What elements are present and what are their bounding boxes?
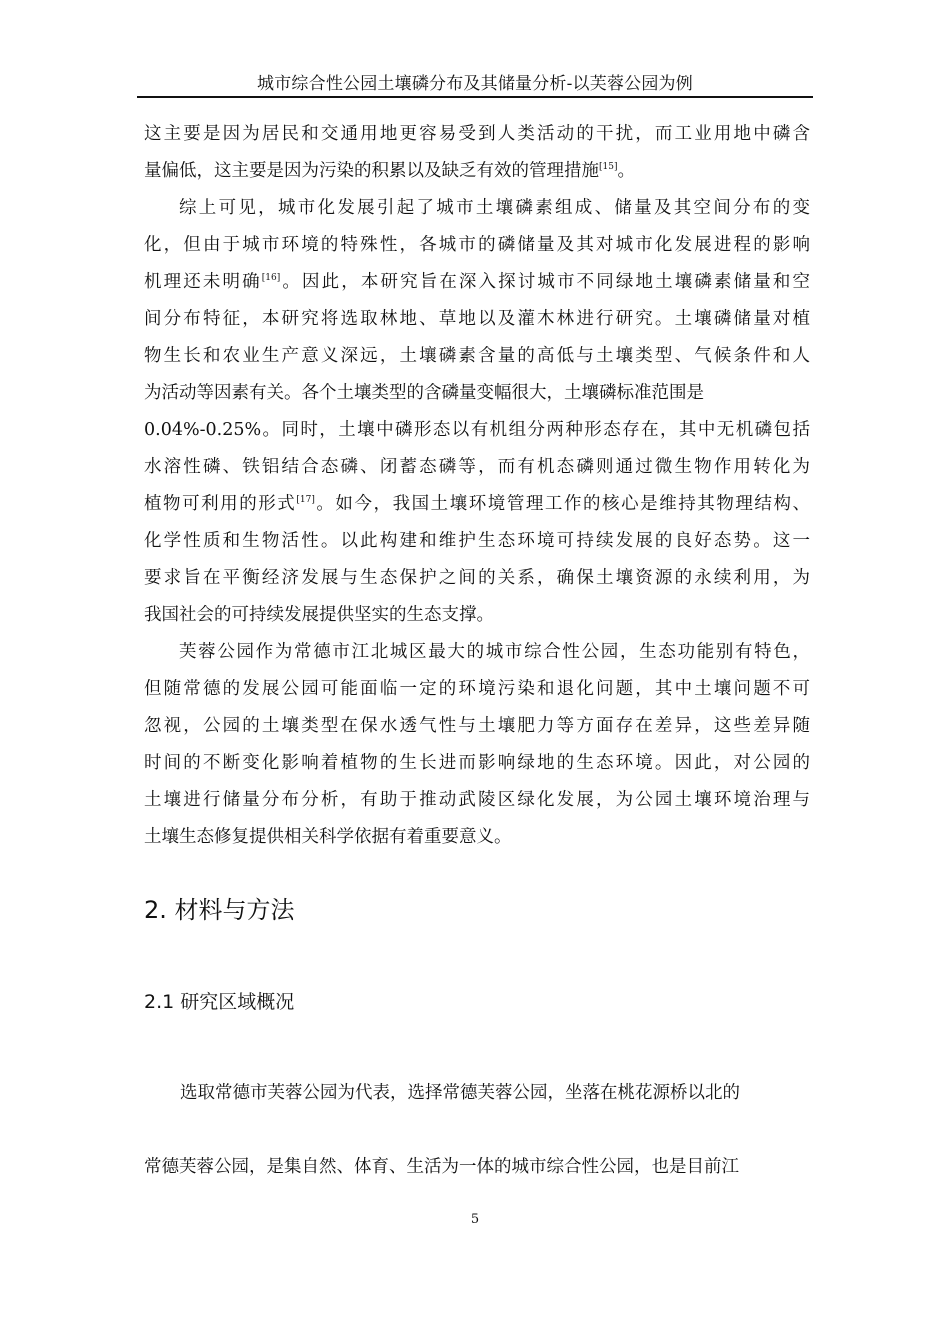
- paragraph-line: [144, 1078, 846, 1108]
- paragraph-line: 但随常德的发展公园可能面临一定的环境污染和退化问题，其中土壤问题不可: [144, 679, 810, 699]
- paragraph-line: 土壤生态修复提供相关科学依据有着重要意义。: [144, 827, 512, 847]
- paragraph-line: 物生长和农业生产意义深远，土壤磷素含量的高低与土壤类型、气候条件和人: [144, 346, 810, 366]
- paragraph-line: 为活动等因素有关。各个土壤类型的含磷量变幅很大，土壤磷标准范围是: [144, 383, 704, 403]
- paragraph-line: 土壤进行储量分布分析，有助于推动武陵区绿化发展，为公园土壤环境治理与: [144, 790, 810, 810]
- paragraph-line: 化学性质和生物活性。以此构建和维护生态环境可持续发展的良好态势。这一: [144, 531, 810, 551]
- section-heading: 2. 材料与方法: [144, 896, 295, 924]
- body-text: [144, 116, 810, 856]
- subsection-heading: 2.1 研究区域概况: [144, 991, 295, 1013]
- citation-ref: [17]: [296, 495, 315, 505]
- paragraph-line: 间分布特征，本研究将选取林地、草地以及灌木林进行研究。土壤磷储量对植: [144, 309, 810, 329]
- text-run: 。如今，我国土壤环境管理工作的核心是维持其物理结构、: [314, 494, 810, 514]
- text-run: 。: [617, 161, 635, 181]
- paragraph-line: 综上可见，城市化发展引起了城市土壤磷素组成、储量及其空间分布的变: [179, 198, 810, 218]
- citation-ref: [16]: [261, 273, 281, 283]
- paragraph-line: [144, 264, 810, 301]
- paragraph-line: 化，但由于城市环境的特殊性，各城市的磷储量及其对城市化发展进程的影响: [144, 235, 810, 255]
- paragraph-line: [144, 153, 810, 190]
- text-run: 机理还未明确: [144, 272, 262, 292]
- citation-ref: [15]: [599, 162, 618, 172]
- text-run: 选取常德市芙蓉公园为代表，: [180, 1083, 408, 1103]
- paragraph-line: [144, 486, 810, 523]
- page-number: 5: [470, 1212, 480, 1227]
- paragraph-line: 水溶性磷、铁铝结合态磷、闭蓄态磷等，而有机态磷则通过微生物作用转化为: [144, 457, 810, 477]
- text-run: 。因此，本研究旨在深入探讨城市不同绿地土壤磷素储量和空: [280, 272, 810, 292]
- paragraph-line: 忽视，公园的土壤类型在保水透气性与土壤肥力等方面存在差异，这些差异随: [144, 716, 810, 736]
- paragraph-line: 时间的不断变化影响着植物的生长进而影响绿地的生态环境。因此，对公园的: [144, 753, 810, 773]
- header-rule: [137, 96, 813, 98]
- paragraph-line: 要求旨在平衡经济发展与生态保护之间的关系，确保土壤资源的永续利用，为: [144, 568, 810, 588]
- paragraph-line: 芙蓉公园作为常德市江北城区最大的城市综合性公园，生态功能别有特色，: [179, 642, 810, 662]
- paragraph-line: 0.04%-0.25%。同时，土壤中磷形态以有机组分两种形态存在，其中无机磷包括: [144, 420, 810, 440]
- text-run: 植物可利用的形式: [144, 494, 297, 514]
- text-run: 量偏低，这主要是因为污染的积累以及缺乏有效的管理措施: [144, 161, 599, 181]
- paragraph-line: 常德芙蓉公园，是集自然、体育、生活为一体的城市综合性公园，也是目前江: [144, 1157, 739, 1177]
- paragraph-line: 这主要是因为居民和交通用地更容易受到人类活动的干扰，而工业用地中磷含: [144, 124, 810, 144]
- running-header: 城市综合性公园土壤磷分布及其储量分析-以芙蓉公园为例: [257, 74, 693, 94]
- text-run: 选择常德芙蓉公园，坐落在桃花源桥以北的: [407, 1083, 740, 1103]
- paragraph-line: 我国社会的可持续发展提供坚实的生态支撑。: [144, 605, 494, 625]
